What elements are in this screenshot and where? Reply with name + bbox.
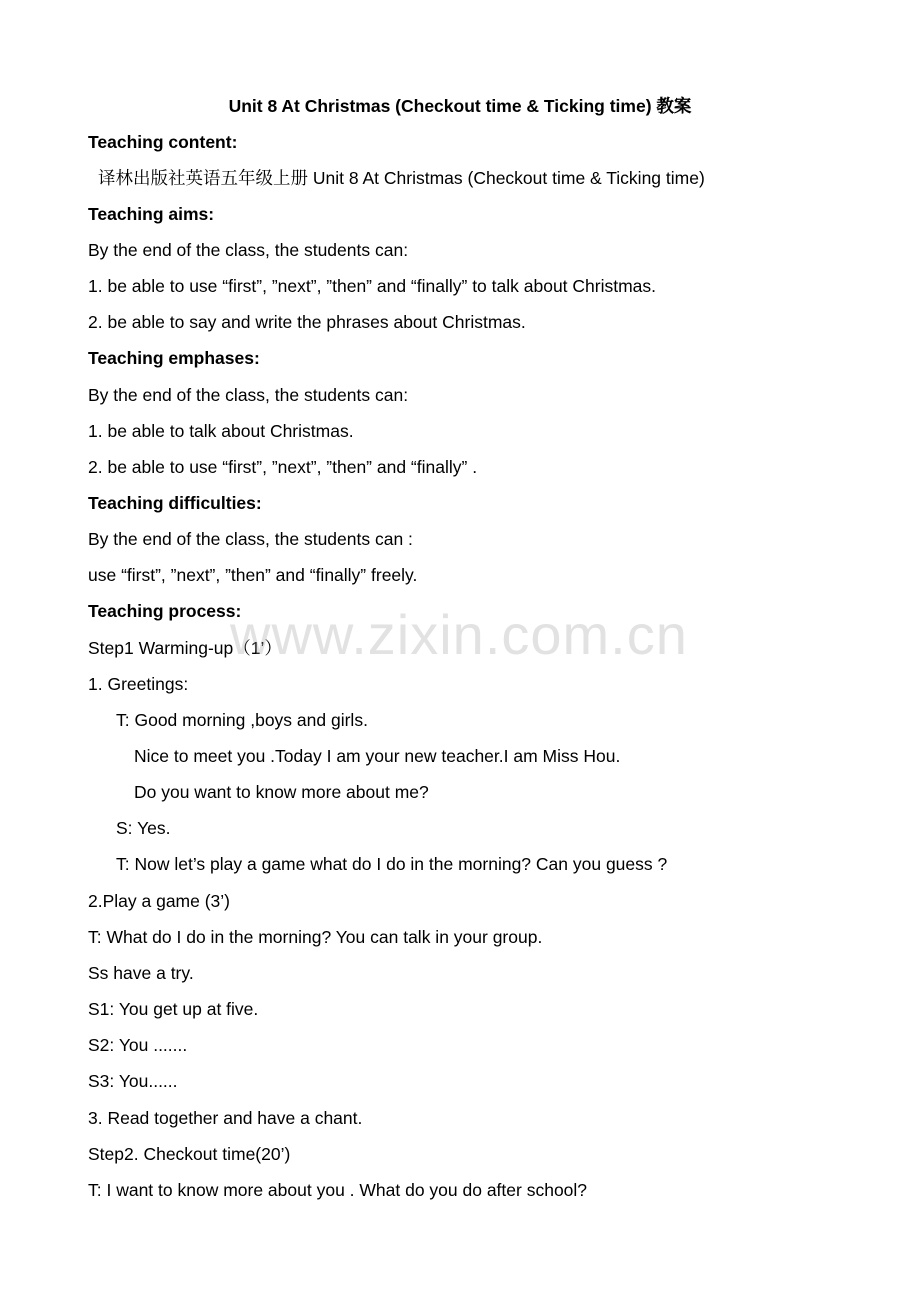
ss-have-a-try: Ss have a try. [88, 963, 194, 983]
step2-heading: Step2. Checkout time(20’) [88, 1144, 291, 1164]
dialogue-s-yes: S: Yes. [116, 818, 171, 838]
dialogue-t-after-school: T: I want to know more about you . What do you do after school? [88, 1180, 588, 1200]
dialogue-t-know-more: Do you want to know more about me? [134, 782, 429, 802]
dialogue-t-good-morning: T: Good morning ,boys and girls. [116, 710, 368, 730]
dialogue-t-play-game: T: Now let’s play a game what do I do in the morning? Can you guess ? [116, 854, 668, 874]
teaching-emphases-heading: Teaching emphases: [88, 348, 260, 368]
difficulties-intro: By the end of the class, the students can : [88, 529, 413, 549]
dialogue-t-nice-to-meet: Nice to meet you .Today I am your new teacher.I am Miss Hou. [134, 746, 621, 766]
teaching-content-heading: Teaching content: [88, 132, 238, 152]
emphases-item-1: 1. be able to talk about Christmas. [88, 421, 354, 441]
aims-intro: By the end of the class, the students can: [88, 240, 409, 260]
teaching-difficulties-heading: Teaching difficulties: [88, 493, 262, 513]
play-game-label: 2.Play a game (3’) [88, 891, 231, 911]
read-chant-label: 3. Read together and have a chant. [88, 1108, 363, 1128]
emphases-item-2: 2. be able to use “first”, ”next”, ”then” and “finally” . [88, 457, 478, 477]
dialogue-t-what-do: T: What do I do in the morning? You can talk in your group. [88, 927, 543, 947]
document-title: Unit 8 At Christmas (Checkout time & Ticking time) 教案 [228, 96, 692, 116]
dialogue-s2: S2: You ....... [88, 1035, 188, 1055]
greetings-label: 1. Greetings: [88, 674, 189, 694]
teaching-content-text: 译林出版社英语五年级上册 Unit 8 At Christmas (Checkout time & Ticking time) [98, 168, 705, 188]
difficulties-item-1: use “first”, ”next”, ”then” and “finally” freely. [88, 565, 418, 585]
aims-item-1: 1. be able to use “first”, ”next”, ”then” and “finally” to talk about Christmas. [88, 276, 657, 296]
dialogue-s1: S1: You get up at five. [88, 999, 259, 1019]
teaching-process-heading: Teaching process: [88, 601, 242, 621]
step1-heading: Step1 Warming-up（1’） [88, 638, 282, 658]
dialogue-s3: S3: You...... [88, 1071, 178, 1091]
aims-item-2: 2. be able to say and write the phrases about Christmas. [88, 312, 526, 332]
emphases-intro: By the end of the class, the students can: [88, 385, 409, 405]
teaching-aims-heading: Teaching aims: [88, 204, 215, 224]
watermark: www.zixin.com.cn [230, 603, 688, 666]
